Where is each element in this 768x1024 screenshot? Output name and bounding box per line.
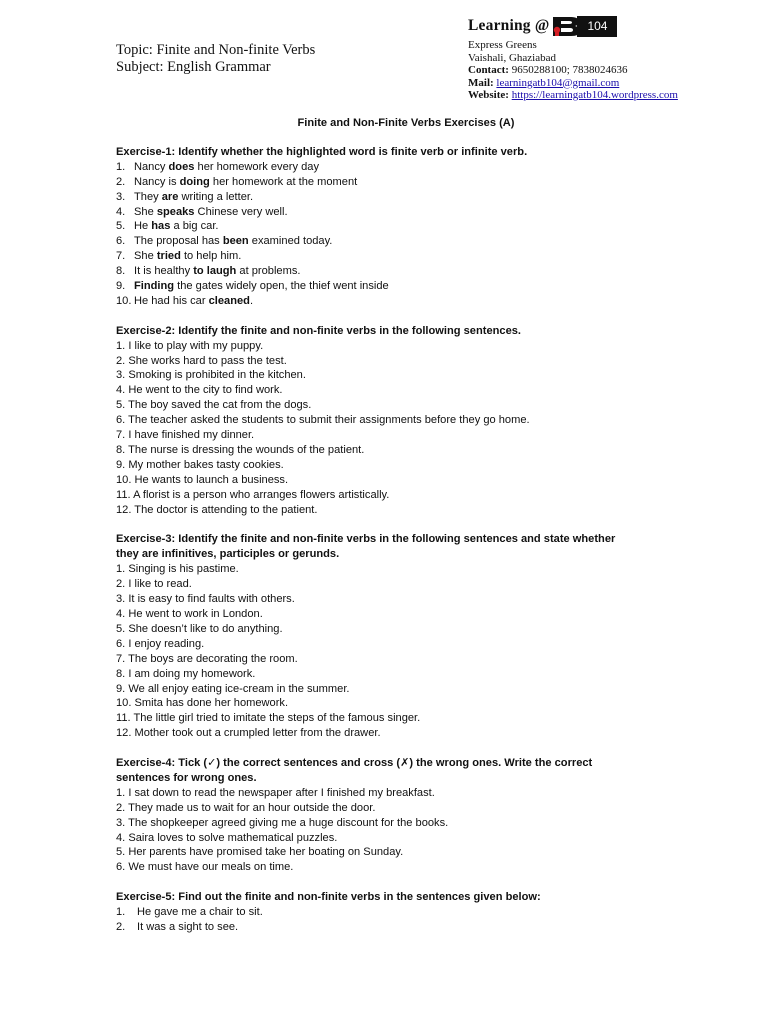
list-item bbox=[116, 279, 676, 294]
list-item: 6. The teacher asked the students to submit their assignments before they go home. bbox=[116, 414, 530, 427]
logo-box: 104 bbox=[577, 16, 617, 37]
item-highlighted-word: does bbox=[168, 160, 195, 173]
logo-mail bbox=[468, 77, 678, 90]
list-item: 5. Her parents have promised take her boating on Sunday. bbox=[116, 846, 404, 859]
item-text-pre: She bbox=[134, 250, 157, 263]
list-item: 4. He went to work in London. bbox=[116, 607, 263, 620]
list-item: 5. She doesn’t like to do anything. bbox=[116, 622, 283, 635]
item-number: 7. bbox=[116, 250, 126, 263]
item-text-pre: The proposal has bbox=[134, 235, 223, 248]
mail-label: Mail: bbox=[468, 76, 494, 89]
list-item: 12. Mother took out a crumpled letter from the drawer. bbox=[116, 727, 381, 740]
item-text-pre: She bbox=[134, 205, 157, 218]
item-highlighted-word: has bbox=[151, 220, 171, 233]
list-item: 4. Saira loves to solve mathematical puzzles. bbox=[116, 831, 338, 844]
list-item: 3. It is easy to find faults with others. bbox=[116, 593, 295, 606]
item-text-pre: It is healthy bbox=[134, 265, 194, 278]
list-item: 10. Smita has done her homework. bbox=[116, 697, 289, 710]
list-item: 1. Singing is his pastime. bbox=[116, 563, 239, 576]
document-body bbox=[116, 116, 676, 950]
item-number: 1. bbox=[116, 160, 126, 173]
contact-label: Contact: bbox=[468, 64, 509, 76]
exercise4-heading-line1: Exercise-4: Tick (✓) the correct sentences and cross (✗) the wrong ones. Write the correct bbox=[116, 757, 593, 770]
list-item: 10. He wants to launch a business. bbox=[116, 473, 289, 486]
item-number: 3. bbox=[116, 190, 126, 203]
list-item: 9. My mother bakes tasty cookies. bbox=[116, 458, 284, 471]
item-text-post: a big car. bbox=[170, 220, 219, 233]
item-highlighted-word: Finding bbox=[134, 280, 175, 293]
list-item: 1. I like to play with my puppy. bbox=[116, 339, 264, 352]
list-item bbox=[116, 294, 676, 309]
list-item bbox=[116, 160, 676, 175]
item-text-post: the gates widely open, the thief went inside bbox=[174, 280, 389, 293]
list-item: 3. The shopkeeper agreed giving me a huge discount for the books. bbox=[116, 816, 449, 829]
list-item: 8. I am doing my homework. bbox=[116, 667, 256, 680]
logo-address-line2: Vaishali, Ghaziabad bbox=[468, 51, 556, 64]
item-text-pre: Nancy bbox=[134, 160, 169, 173]
list-item bbox=[116, 249, 676, 264]
item-text-pre: Nancy is bbox=[134, 175, 180, 188]
list-item: 6. I enjoy reading. bbox=[116, 637, 205, 650]
list-item: 12. The doctor is attending to the patient. bbox=[116, 503, 318, 516]
item-text: It was a sight to see. bbox=[137, 920, 239, 933]
website-label: Website: bbox=[468, 89, 509, 101]
item-highlighted-word: are bbox=[161, 190, 179, 203]
list-item bbox=[116, 205, 676, 220]
item-text: He gave me a chair to sit. bbox=[137, 906, 263, 919]
list-item: 11. The little girl tried to imitate the steps of the famous singer. bbox=[116, 712, 421, 725]
item-number: 2. bbox=[116, 175, 126, 188]
list-item: 3. Smoking is prohibited in the kitchen. bbox=[116, 369, 306, 382]
item-text-post: to help him. bbox=[180, 250, 242, 263]
item-highlighted-word: doing bbox=[179, 175, 210, 188]
logo-block bbox=[468, 15, 678, 102]
list-item bbox=[116, 175, 676, 190]
list-item bbox=[116, 920, 676, 935]
item-text-pre: They bbox=[134, 190, 162, 203]
item-text-post: her homework at the moment bbox=[209, 175, 358, 188]
logo-b-icon bbox=[551, 15, 581, 37]
list-item bbox=[116, 190, 676, 205]
logo-address-line1: Express Greens bbox=[468, 39, 537, 51]
list-item bbox=[116, 234, 676, 249]
item-text-pre: He had his car bbox=[134, 294, 209, 307]
exercise3-list bbox=[116, 562, 676, 741]
list-item bbox=[116, 905, 676, 920]
item-number: 5. bbox=[116, 220, 126, 233]
item-number: 4. bbox=[116, 205, 126, 218]
list-item: 2. They made us to wait for an hour outside the door. bbox=[116, 801, 376, 814]
exercise5-heading: Exercise-5: Find out the finite and non-finite verbs in the sentences given below: bbox=[116, 891, 541, 904]
logo-contact bbox=[468, 64, 678, 77]
item-text-post: at problems. bbox=[236, 265, 301, 278]
exercise4-heading-line2: sentences for wrong ones. bbox=[116, 771, 257, 784]
item-number: 10. bbox=[116, 294, 132, 307]
exercise5-list bbox=[116, 905, 676, 935]
list-item: 9. We all enjoy eating ice-cream in the summer. bbox=[116, 682, 350, 695]
list-item: 11. A florist is a person who arranges flowers artistically. bbox=[116, 488, 390, 501]
website-link[interactable]: https://learningatb104.wordpress.com bbox=[511, 89, 678, 101]
exercise2-heading: Exercise-2: Identify the finite and non-finite verbs in the following sentences. bbox=[116, 324, 521, 337]
item-text-pre: He bbox=[134, 220, 152, 233]
item-number: 6. bbox=[116, 235, 126, 248]
item-number: 9. bbox=[116, 280, 126, 293]
list-item: 2. She works hard to pass the test. bbox=[116, 354, 287, 367]
item-highlighted-word: tried bbox=[156, 250, 181, 263]
list-item bbox=[116, 264, 676, 279]
mail-link[interactable]: learningatb104@gmail.com bbox=[496, 76, 620, 89]
item-number: 8. bbox=[116, 265, 126, 278]
item-number: 2. bbox=[116, 920, 126, 933]
list-item: 6. We must have our meals on time. bbox=[116, 861, 294, 874]
item-text-post: Chinese very well. bbox=[194, 205, 288, 218]
exercise4-list bbox=[116, 786, 676, 875]
exercise3-heading-line1: Exercise-3: Identify the finite and non-finite verbs in the following sentences and state whether bbox=[116, 533, 616, 546]
list-item: 7. The boys are decorating the room. bbox=[116, 652, 298, 665]
list-item: 4. He went to the city to find work. bbox=[116, 384, 283, 397]
item-text-post: . bbox=[249, 294, 254, 307]
exercise2-list bbox=[116, 339, 676, 518]
logo-website bbox=[468, 89, 678, 102]
item-text-post: her homework every day bbox=[194, 160, 319, 173]
contact-value: 9650288100; 7838024636 bbox=[508, 64, 628, 76]
exercise1-list bbox=[116, 160, 676, 309]
item-text-post: examined today. bbox=[248, 235, 333, 248]
exercise3-heading-line2: they are infinitives, participles or gerunds. bbox=[116, 548, 340, 561]
list-item bbox=[116, 219, 676, 234]
topic-block bbox=[116, 42, 315, 76]
item-number: 1. bbox=[116, 906, 126, 919]
exercise1-heading: Exercise-1: Identify whether the highlighted word is finite verb or infinite verb. bbox=[116, 145, 528, 158]
topic-line: Topic: Finite and Non-finite Verbs bbox=[116, 42, 316, 58]
item-text-post: writing a letter. bbox=[178, 190, 254, 203]
document-title: Finite and Non-Finite Verbs Exercises (A) bbox=[297, 117, 515, 129]
item-highlighted-word: speaks bbox=[156, 205, 195, 218]
logo-title: Learning @ bbox=[468, 16, 550, 34]
item-highlighted-word: been bbox=[222, 235, 249, 248]
logo-row bbox=[468, 15, 678, 37]
item-highlighted-word: to laugh bbox=[193, 265, 237, 278]
subject-line: Subject: English Grammar bbox=[116, 59, 271, 75]
list-item: 1. I sat down to read the newspaper after I finished my breakfast. bbox=[116, 786, 435, 799]
list-item: 5. The boy saved the cat from the dogs. bbox=[116, 399, 312, 412]
list-item: 2. I like to read. bbox=[116, 578, 192, 591]
item-highlighted-word: cleaned bbox=[208, 294, 250, 307]
list-item: 8. The nurse is dressing the wounds of the patient. bbox=[116, 444, 365, 457]
list-item: 7. I have finished my dinner. bbox=[116, 429, 255, 442]
